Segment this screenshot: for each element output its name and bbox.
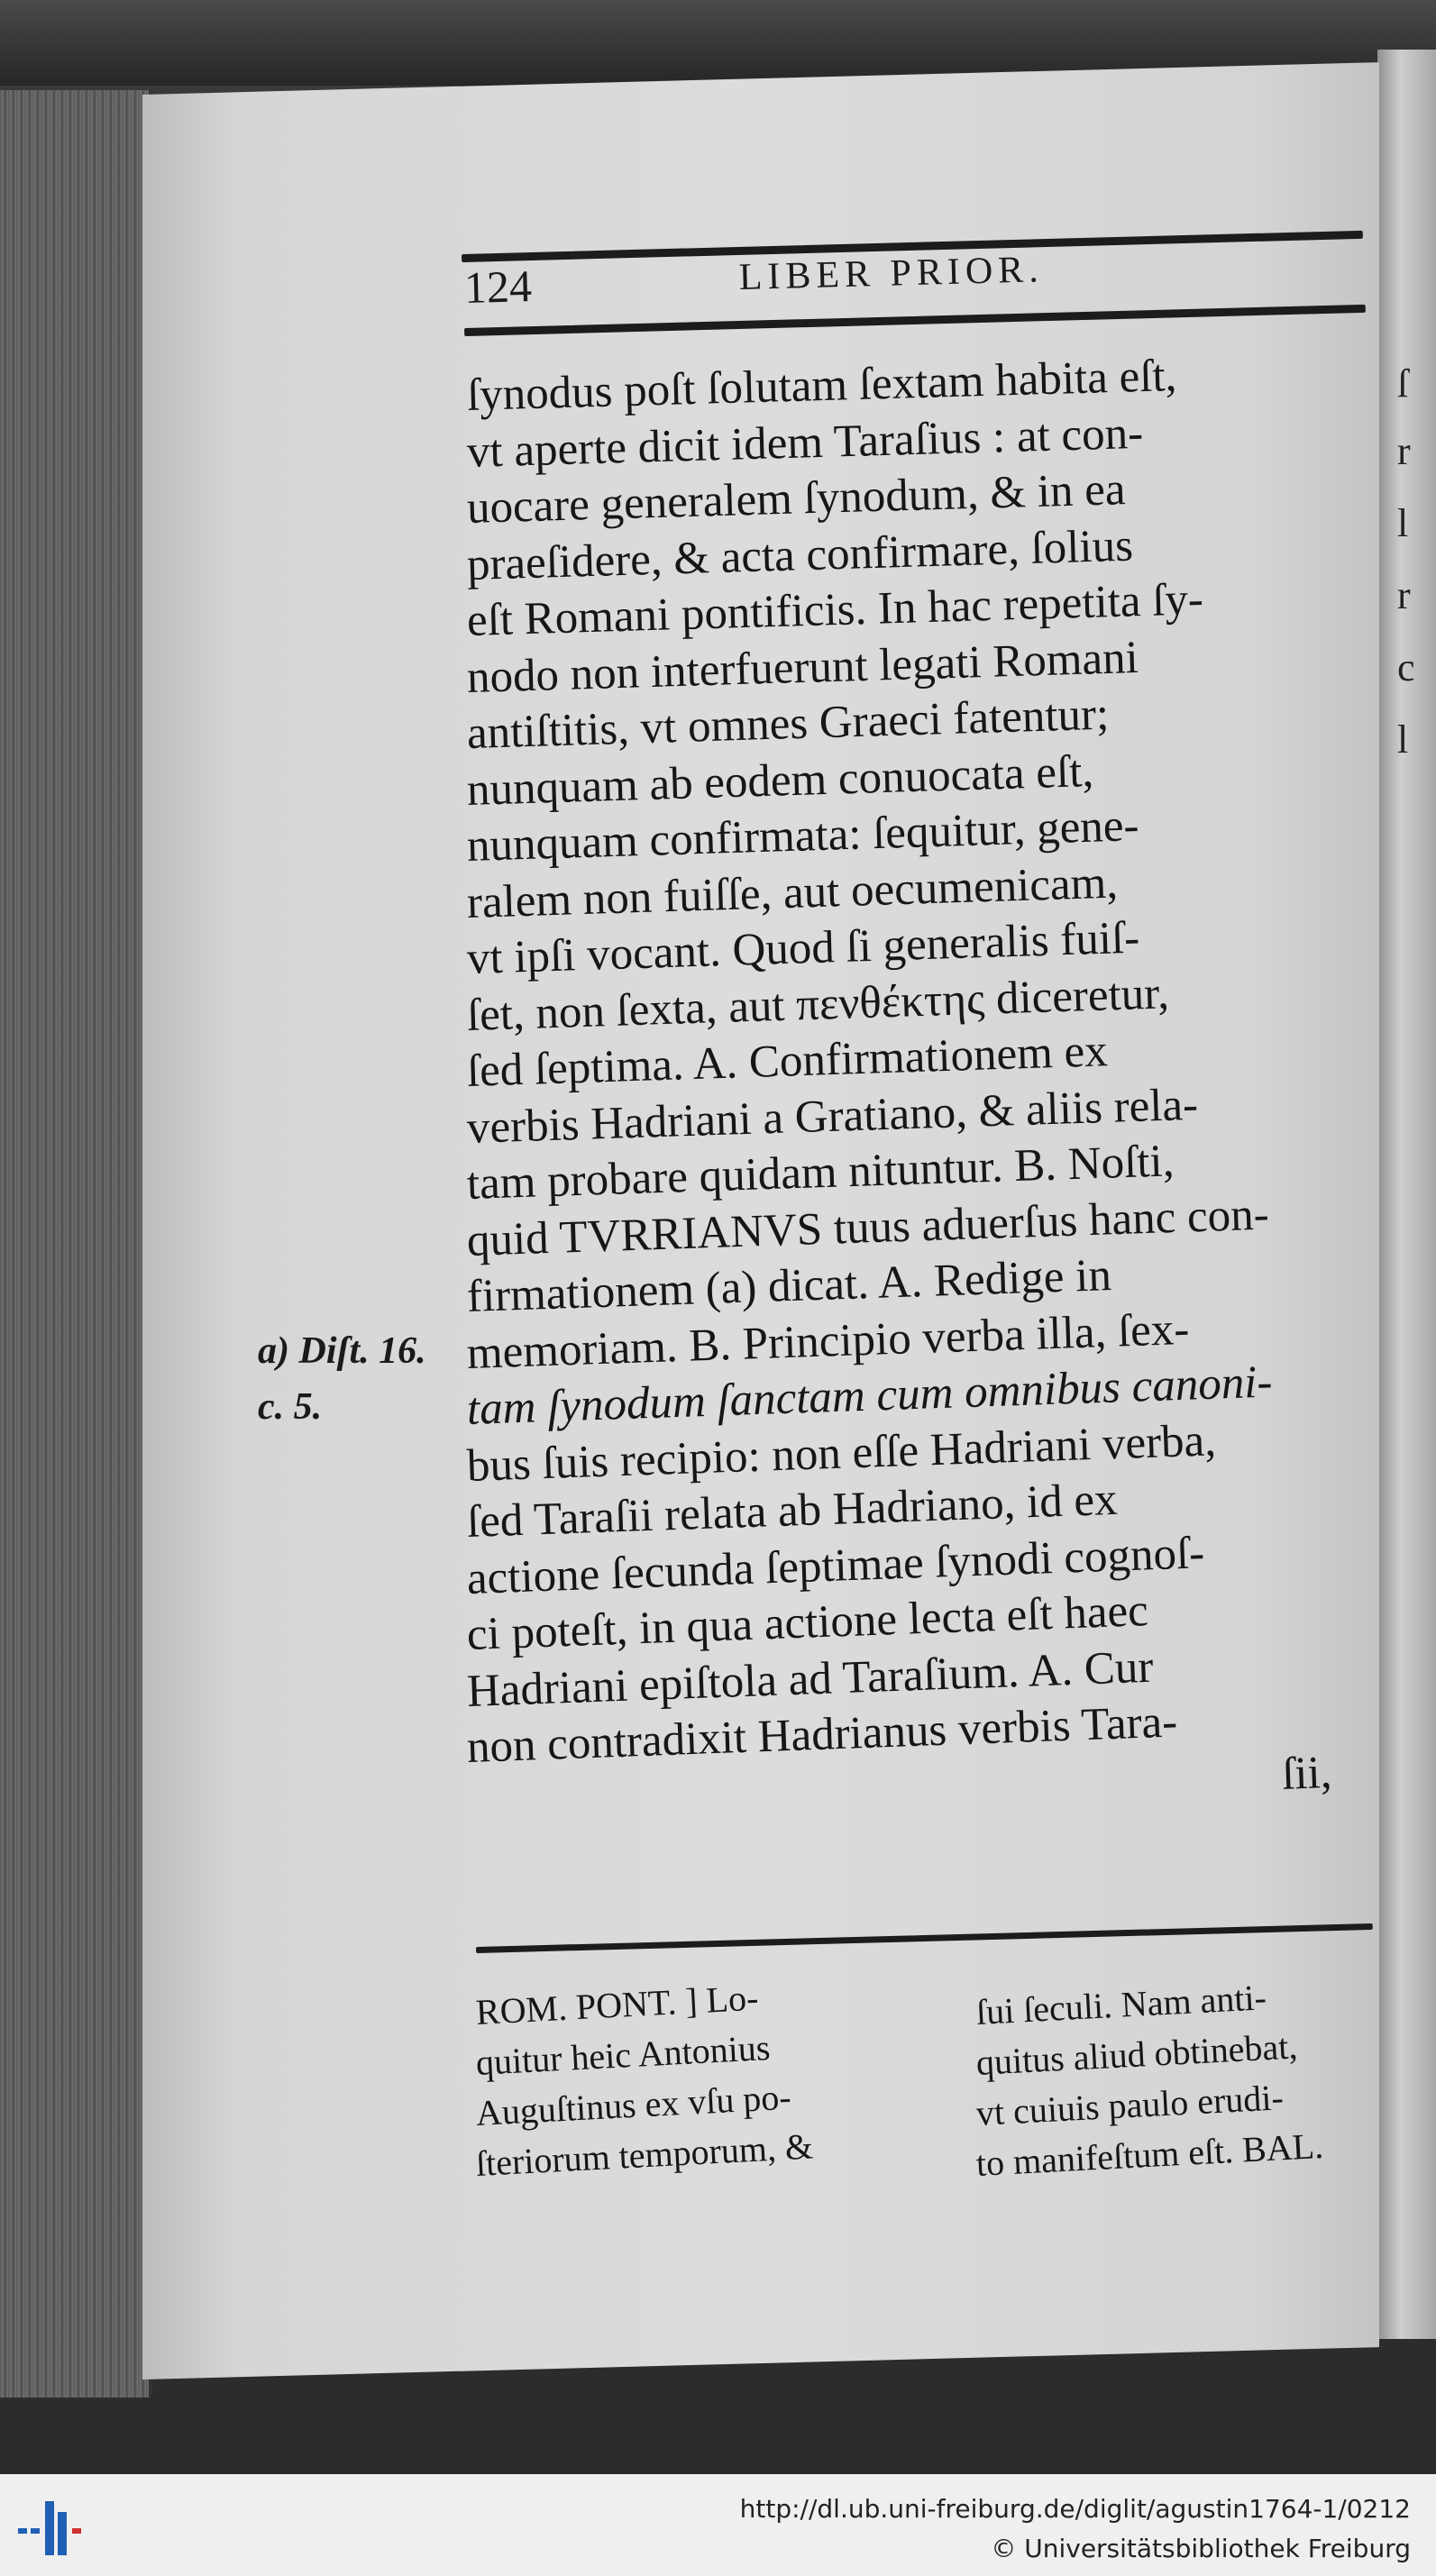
text-line: verbis Hadriani a Gratiano, & aliis rela- — [466, 1079, 1199, 1154]
text-line: vt aperte dicit idem Taraſius : at con- — [466, 407, 1144, 478]
text-line: ſed ſeptima. A. Confirmationem ex — [466, 1026, 1109, 1097]
text-line: memoriam. B. Principio verba illa, ſex- — [466, 1303, 1191, 1379]
footnote-line: to manifeſtum eſt. BAL. — [974, 2124, 1325, 2184]
text-line: eſt Romani pontificis. In hac repetita ſy- — [466, 574, 1204, 646]
main-text — [465, 351, 1391, 1832]
footnote-column-left — [474, 1977, 909, 2189]
permalink-url[interactable]: http://dl.ub.uni-freiburg.de/diglit/agustin1764-1/0212 — [739, 2494, 1411, 2524]
page-number: 124 — [463, 260, 533, 313]
text-line: nunquam confirmata: ſequitur, gene- — [466, 800, 1140, 872]
text-line: uocare generalem ſynodum, & in ea — [466, 464, 1127, 534]
text-line: praeſidere, & acta confirmare, ſolius — [466, 520, 1134, 590]
text-line: Hadriani epiſtola ad Taraſium. A. Cur — [465, 1641, 1155, 1717]
footnote-line: Auguſtinus ex vſu po- — [474, 2076, 792, 2133]
facing-page-fragment: l — [1397, 501, 1409, 545]
text-line: antiſtitis, vt omnes Graeci fatentur; — [466, 689, 1110, 759]
footnote-line: quitur heic Antonius — [474, 2026, 772, 2083]
margin-note-line: a) Diſt. 16. — [258, 1330, 426, 1372]
text-line: firmationem (a) dicat. A. Redige in — [466, 1250, 1112, 1322]
facing-page-fragment: l — [1397, 717, 1409, 762]
catchword-line: ſii, — [1281, 1747, 1333, 1800]
viewer-footer — [0, 2474, 1436, 2576]
text-line: tam probare quidam nituntur. B. Noſti, — [466, 1136, 1175, 1210]
footnote-line: ROM. PONT. ] Lo- — [474, 1977, 760, 2032]
facing-page-fragment: r — [1397, 573, 1411, 617]
text-line: ci poteſt, in qua actione lecta eſt haec — [465, 1585, 1149, 1660]
facing-page-fragment: r — [1397, 429, 1411, 473]
text-line: ſynodus poſt ſolutam ſextam habita eſt, — [466, 351, 1178, 421]
text-line: quid TVRRIANVS tuus aduerſus hanc con- — [466, 1189, 1270, 1266]
footnote-line: ſui ſeculi. Nam anti- — [974, 1977, 1267, 2032]
text-line: ſed Taraſii relata ab Hadriano, id ex — [466, 1474, 1119, 1548]
text-line: ralem non fuiſſe, aut oecumenicam, — [466, 857, 1119, 928]
text-line: non contradixit Hadrianus verbis Tara- — [465, 1696, 1179, 1773]
margin-note — [258, 1323, 426, 1435]
text-line: ſet, non ſexta, aut πενθέκτης diceretur, — [466, 967, 1170, 1041]
facing-page-fragment: c — [1397, 645, 1415, 690]
copyright-text: © Universitätsbibliothek Freiburg — [991, 2534, 1411, 2563]
text-line: bus ſuis recipio: non eſſe Hadriani verba, — [466, 1414, 1217, 1492]
footnote-column-right — [974, 1977, 1409, 2189]
text-line: vt ipſi vocant. Quod ſi generalis fuiſ- — [466, 912, 1140, 984]
running-head: LIBER PRIOR. — [738, 249, 1045, 299]
text-line: tam ſynodum ſanctam cum omnibus canoni- — [466, 1357, 1274, 1435]
text-line: nodo non interfuerunt legati Romani — [466, 632, 1139, 703]
text-line: nunquam ab eodem conuocata eſt, — [466, 745, 1094, 816]
footnote-line: quitus aliud obtinebat, — [974, 2025, 1299, 2083]
footnote-line: vt cuiuis paulo erudi- — [974, 2077, 1285, 2133]
book-page-edges — [0, 90, 152, 2398]
ub-freiburg-logo-icon — [18, 2492, 90, 2564]
footnote-line: ſteriorum temporum, & — [474, 2125, 815, 2184]
text-line: actione ſecunda ſeptimae ſynodi cognoſ- — [466, 1527, 1206, 1604]
facing-page-fragment: ſ — [1397, 361, 1409, 406]
margin-note-line: c. 5. — [258, 1386, 323, 1428]
